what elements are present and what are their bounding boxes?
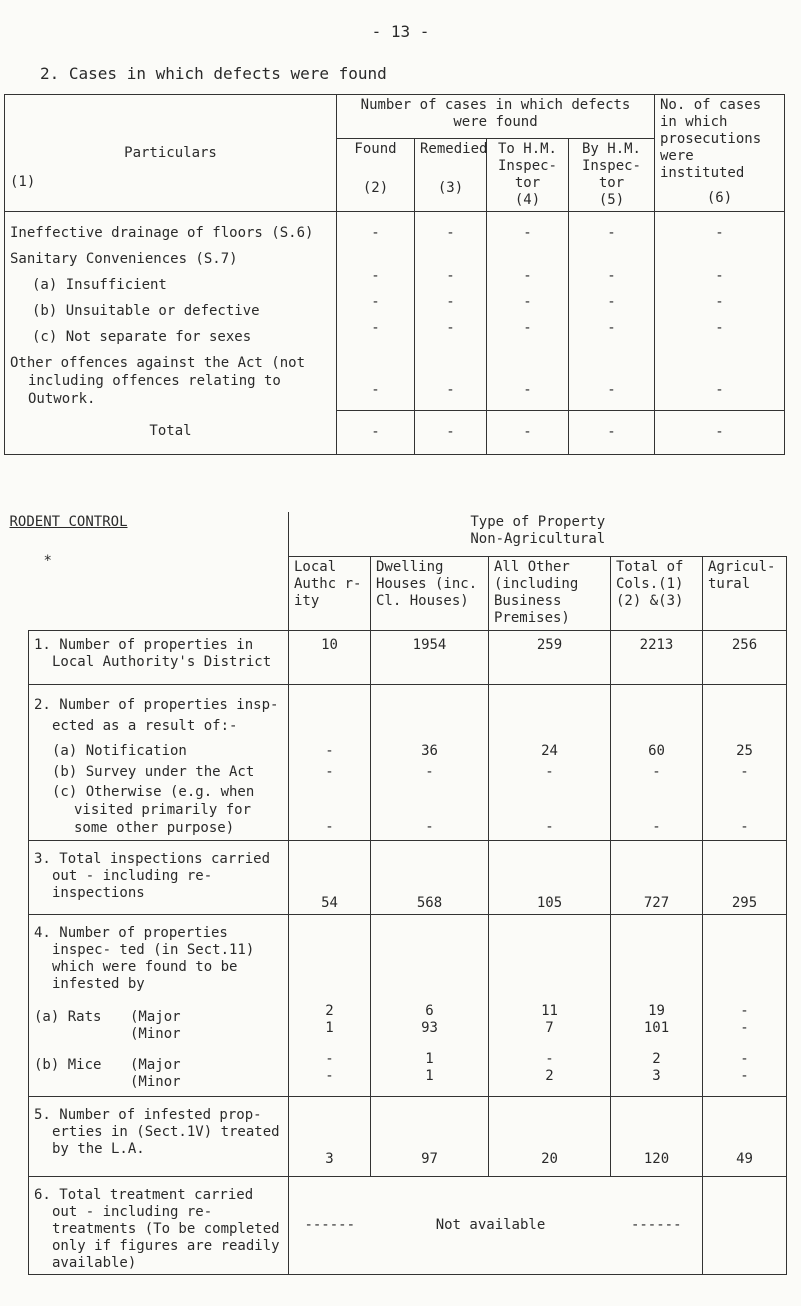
row3-value: 54 <box>289 840 371 914</box>
col-by-inspector-header <box>569 139 655 212</box>
col-remedied-header <box>415 139 487 212</box>
particulars-header-cell <box>5 95 337 212</box>
row4-values <box>289 914 371 1096</box>
rodent-marker: * <box>43 553 52 569</box>
group-header-text: Number of cases in which defects were found <box>360 97 631 130</box>
col-label: To H.M. Inspec- tor <box>497 141 557 191</box>
col-local-authority: Local Authc r- ity <box>289 556 371 630</box>
value: - <box>715 382 724 398</box>
row2-values <box>611 684 703 840</box>
value: 25 <box>736 742 753 759</box>
value: - <box>740 1019 749 1036</box>
row2-labels <box>29 684 289 840</box>
row-label: Ineffective drainage of floors (S.6) <box>10 225 314 241</box>
row5-value: 49 <box>703 1096 787 1176</box>
value: 1 <box>425 1067 434 1084</box>
value: - <box>740 1002 749 1019</box>
value: - <box>523 268 532 284</box>
row4-values <box>489 914 611 1096</box>
row1-label <box>29 630 289 684</box>
row5-value: 3 <box>289 1096 371 1176</box>
row2-values <box>489 684 611 840</box>
value: - <box>523 294 532 310</box>
rodent-title: RODENT CONTROL <box>9 514 128 530</box>
value: - <box>715 225 724 241</box>
value: 2 <box>652 1050 661 1067</box>
value: - <box>607 320 616 336</box>
col-num: (3) <box>437 180 464 196</box>
row1-value: 256 <box>703 630 787 684</box>
minor-label: (Minor <box>130 1025 181 1042</box>
value: - <box>425 818 434 835</box>
value: - <box>325 1050 334 1067</box>
value: - <box>446 268 455 284</box>
rodent-control-table <box>9 512 787 1275</box>
row5-value: 120 <box>611 1096 703 1176</box>
prosecutions-header-cell <box>655 95 785 212</box>
value: - <box>371 320 380 336</box>
value: - <box>325 742 334 759</box>
row-label: 2. Number of properties insp- ected as a result of:- <box>34 696 279 734</box>
row2-values <box>703 684 787 840</box>
row5-label <box>29 1096 289 1176</box>
total-value: - <box>337 410 415 454</box>
value: - <box>545 763 554 780</box>
nonag-header-text: Non-Agricultural <box>470 531 606 547</box>
row4-values <box>611 914 703 1096</box>
value: 24 <box>541 742 558 759</box>
row3-value: 105 <box>489 840 611 914</box>
value: 1 <box>325 1019 334 1036</box>
particulars-num: (1) <box>10 174 36 190</box>
section-heading: 2. Cases in which defects were found <box>40 64 387 83</box>
mice-group <box>34 1057 283 1091</box>
col-num: (4) <box>514 192 541 208</box>
value: - <box>740 818 749 835</box>
by-inspector-values <box>569 212 655 411</box>
col-to-inspector-header <box>487 139 569 212</box>
col-dwelling-houses: Dwelling Houses (inc. Cl. Houses) <box>371 556 489 630</box>
value: - <box>371 225 380 241</box>
row3-value: 295 <box>703 840 787 914</box>
sub-label: (a) Notification <box>52 742 187 759</box>
row1-value: 1954 <box>371 630 489 684</box>
value: 93 <box>421 1019 438 1036</box>
value: - <box>523 225 532 241</box>
row6-dash-right: ------ <box>611 1176 703 1274</box>
row5-value: 20 <box>489 1096 611 1176</box>
value: - <box>446 225 455 241</box>
col-all-other: All Other (including Business Premises) <box>489 556 611 630</box>
col-label: Remedied <box>420 141 488 157</box>
row6-label <box>29 1176 289 1274</box>
value: - <box>607 225 616 241</box>
value: 3 <box>652 1067 661 1084</box>
type-of-property-header <box>289 512 787 556</box>
prosecutions-num: (6) <box>706 190 733 206</box>
value: - <box>652 818 661 835</box>
page-number: - 13 - <box>371 22 430 41</box>
value: - <box>607 294 616 310</box>
value: - <box>523 382 532 398</box>
row-label: 5. Number of infested prop- erties in (Sect.1V) treated by the L.A. <box>34 1106 280 1157</box>
to-inspector-values <box>487 212 569 411</box>
prosecution-values <box>655 212 785 411</box>
value: - <box>740 1050 749 1067</box>
value: 1 <box>425 1050 434 1067</box>
value: - <box>652 763 661 780</box>
particulars-header: Particulars <box>124 145 217 161</box>
col-num: (5) <box>598 192 625 208</box>
minor-label: (Minor <box>130 1073 181 1090</box>
total-value: - <box>487 410 569 454</box>
value: - <box>446 320 455 336</box>
row6-empty <box>703 1176 787 1274</box>
value: - <box>371 268 380 284</box>
sub-label: (b) Survey under the Act <box>52 763 255 780</box>
prosecutions-header: No. of cases in which prosecutions were instituted <box>660 97 762 181</box>
col-label: Found <box>354 141 397 157</box>
value: - <box>740 1067 749 1084</box>
total-value: - <box>655 410 785 454</box>
col-label: By H.M. Inspec- tor <box>581 141 641 191</box>
total-label-cell <box>5 410 337 454</box>
row-label: Other offences against the Act (not including offences relating to Outwork. <box>10 355 306 407</box>
col-num: (2) <box>362 180 389 196</box>
found-values <box>337 212 415 411</box>
remedied-values <box>415 212 487 411</box>
row1-value: 2213 <box>611 630 703 684</box>
row6-not-available: Not available <box>371 1176 611 1274</box>
value: - <box>715 320 724 336</box>
mice-label: (b) Mice <box>34 1056 102 1073</box>
row-label: (b) Unsuitable or defective <box>32 303 260 319</box>
value: - <box>607 268 616 284</box>
value: 6 <box>425 1002 434 1019</box>
col-agricultural: Agricul- tural <box>703 556 787 630</box>
value: 36 <box>421 742 438 759</box>
value: - <box>325 763 334 780</box>
defects-group-header <box>337 95 655 139</box>
row3-value: 727 <box>611 840 703 914</box>
row4-labels <box>29 914 289 1096</box>
row-label: 1. Number of properties in Local Authority's District <box>34 636 272 670</box>
row-label: Sanitary Conveniences (S.7) <box>10 251 238 267</box>
major-label: (Major <box>130 1008 181 1025</box>
value: - <box>545 1050 554 1067</box>
row-label: (c) Not separate for sexes <box>32 329 252 345</box>
row-label: 4. Number of properties inspec- ted (in Sect.11) which were found to be infested by <box>34 924 255 992</box>
value: - <box>425 763 434 780</box>
major-label: (Major <box>130 1056 181 1073</box>
row-label: (a) Insufficient <box>32 277 167 293</box>
value: 7 <box>545 1019 554 1036</box>
value: - <box>371 382 380 398</box>
value: 101 <box>643 1019 670 1036</box>
rats-group <box>34 1009 283 1043</box>
row5-value: 97 <box>371 1096 489 1176</box>
row4-values <box>703 914 787 1096</box>
defect-labels <box>5 212 337 411</box>
value: 2 <box>325 1002 334 1019</box>
value: - <box>607 382 616 398</box>
row3-label <box>29 840 289 914</box>
row3-value: 568 <box>371 840 489 914</box>
row1-value: 259 <box>489 630 611 684</box>
value: 11 <box>541 1002 558 1019</box>
value: - <box>325 1067 334 1084</box>
row1-value: 10 <box>289 630 371 684</box>
value: - <box>715 294 724 310</box>
total-value: - <box>415 410 487 454</box>
value: - <box>446 382 455 398</box>
value: 60 <box>648 742 665 759</box>
type-header-text: Type of Property <box>470 514 606 530</box>
row-label: 6. Total treatment carried out - including re-treatments (To be completed only if figures are readily available) <box>34 1186 280 1271</box>
rodent-title-cell <box>9 512 289 630</box>
value: 2 <box>545 1067 554 1084</box>
defects-table <box>4 94 785 455</box>
value: - <box>446 294 455 310</box>
value: - <box>715 268 724 284</box>
row2-values <box>371 684 489 840</box>
value: - <box>523 320 532 336</box>
col-total: Total of Cols.(1) (2) &(3) <box>611 556 703 630</box>
row2-values <box>289 684 371 840</box>
col-found-header <box>337 139 415 212</box>
row6-dash-left: ------ <box>289 1176 371 1274</box>
value: - <box>371 294 380 310</box>
row4-values <box>371 914 489 1096</box>
value: - <box>740 763 749 780</box>
total-label: Total <box>149 423 192 440</box>
row-label: 3. Total inspections carried out - including re- inspections <box>34 850 271 901</box>
value: - <box>545 818 554 835</box>
total-value: - <box>569 410 655 454</box>
value: - <box>325 818 334 835</box>
rats-label: (a) Rats <box>34 1008 102 1025</box>
value: 19 <box>648 1002 665 1019</box>
sub-label: (c) Otherwise (e.g. when visited primarily for some other purpose) <box>52 783 255 836</box>
